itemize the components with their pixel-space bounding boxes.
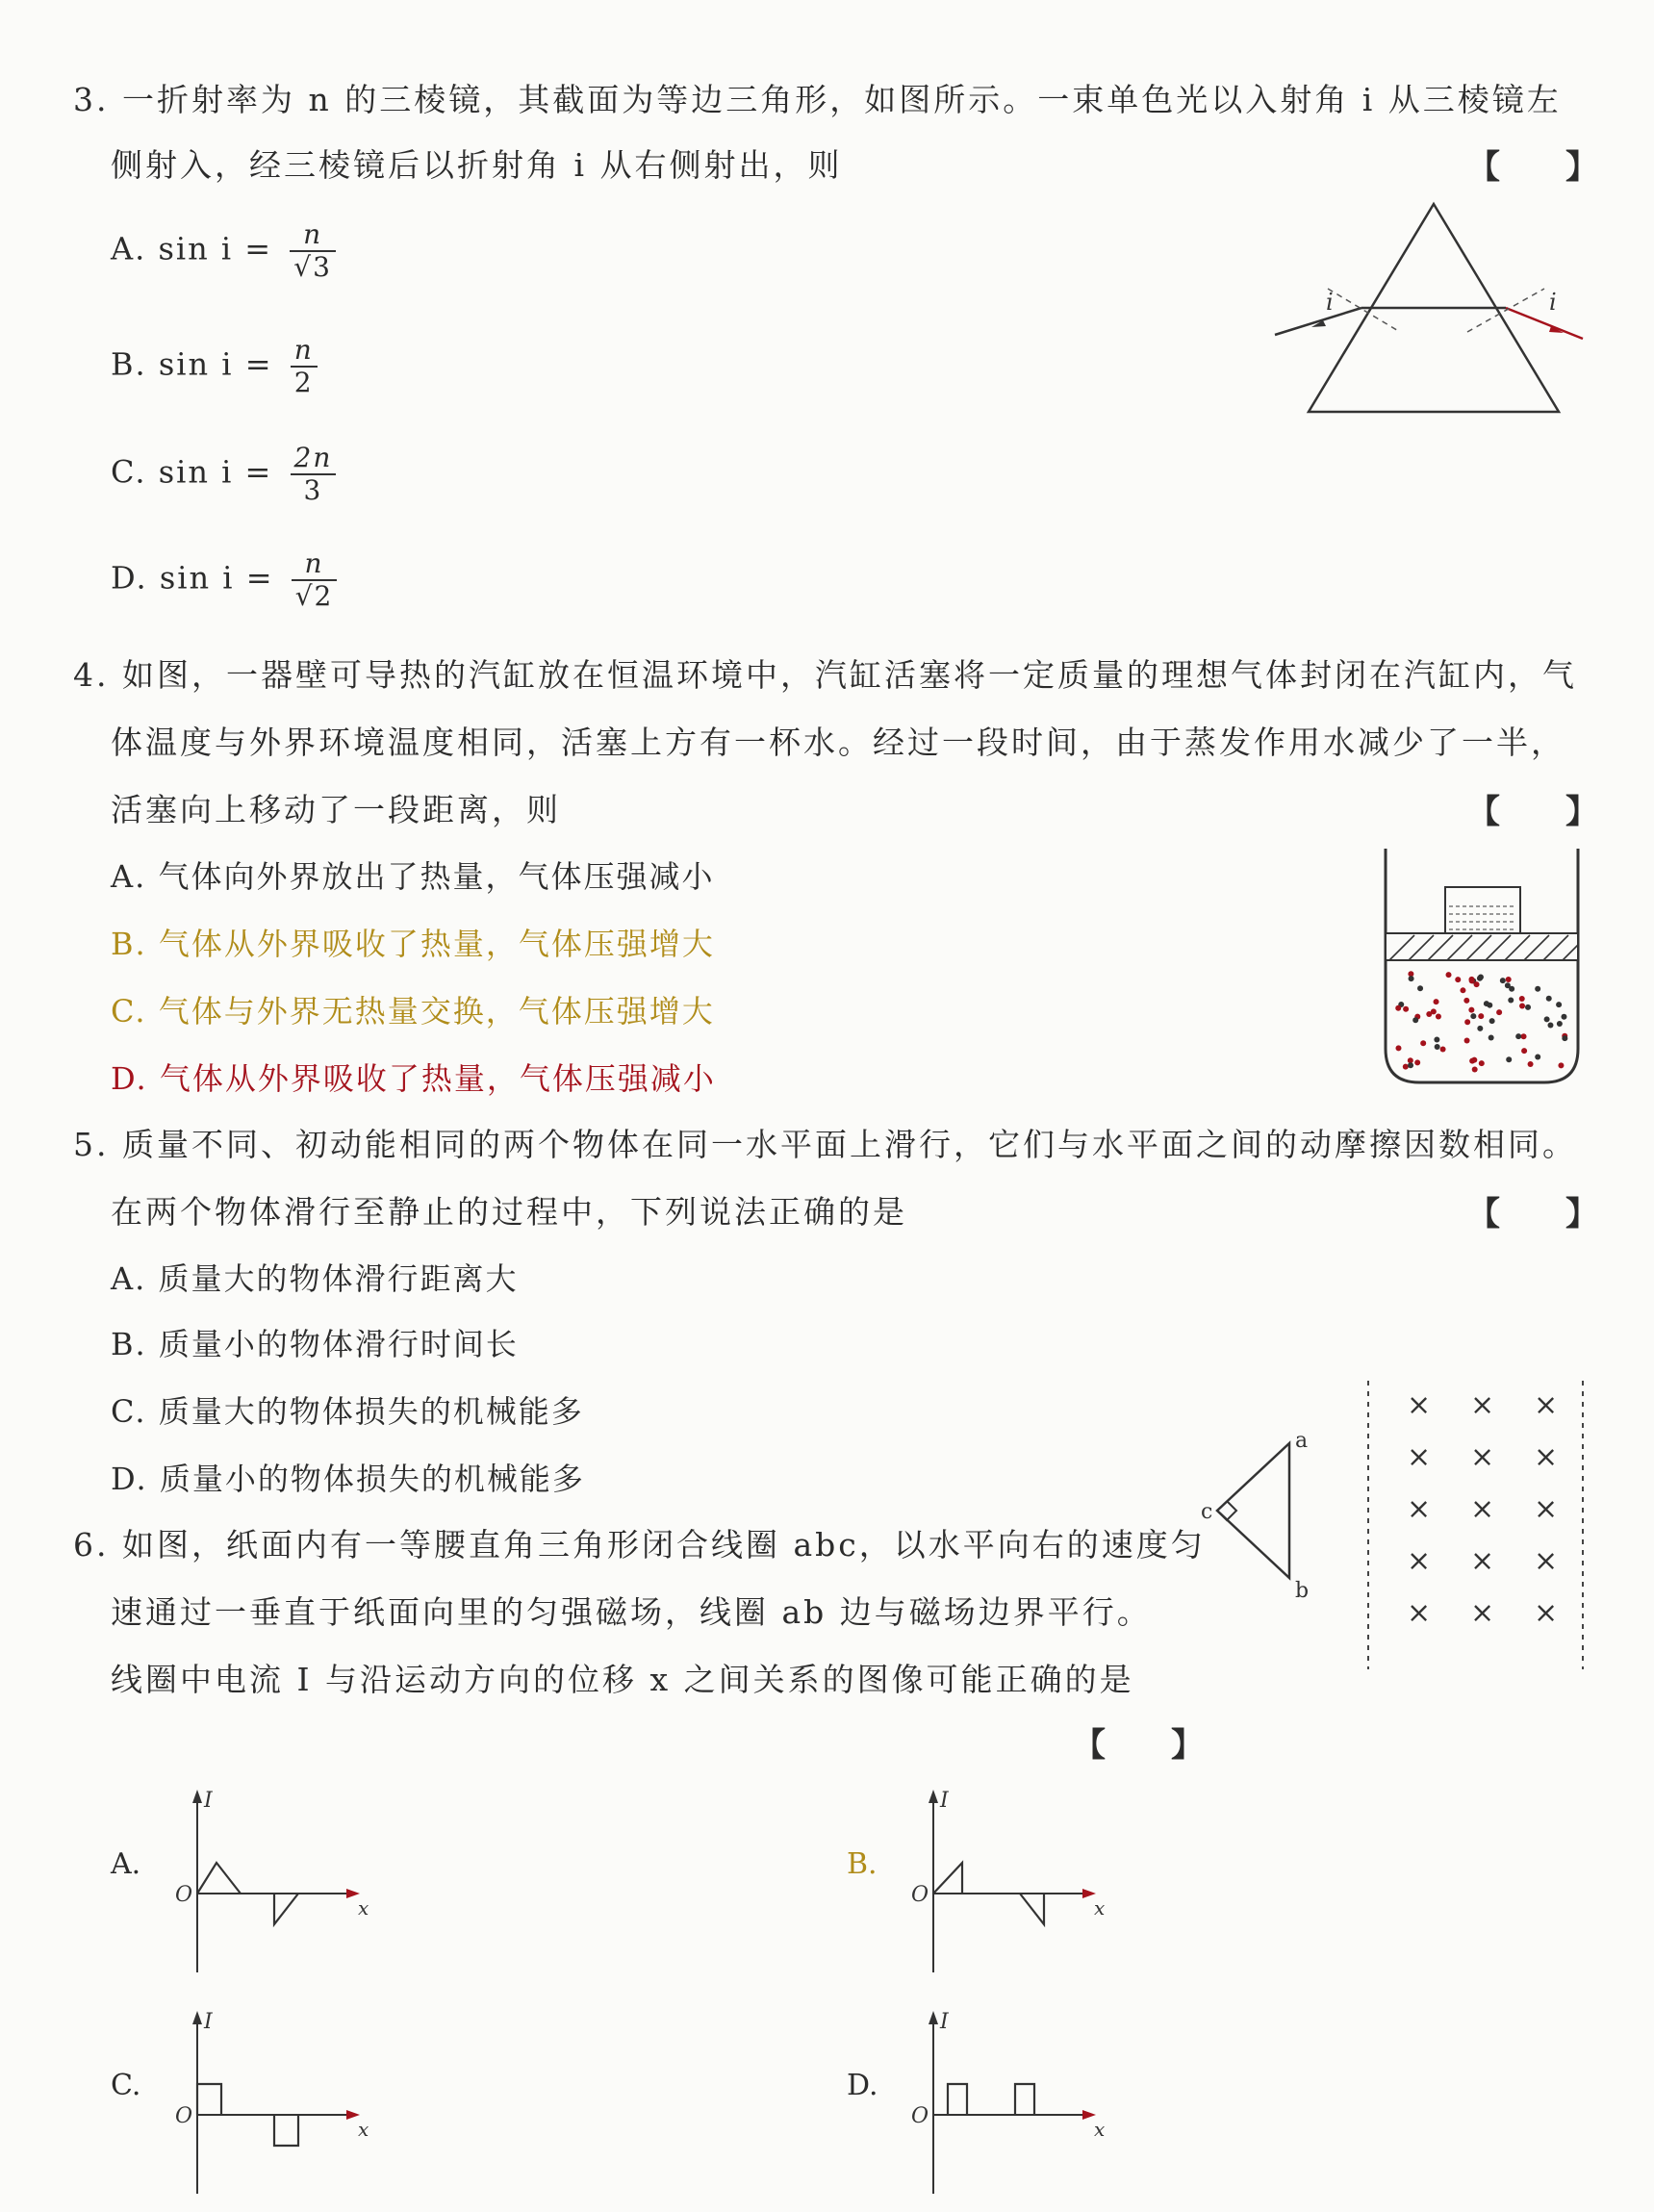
graph-option-label: A. <box>111 1847 141 1881</box>
gas-molecule <box>1519 1003 1525 1008</box>
gas-molecule <box>1557 1021 1563 1027</box>
q3-option-d-numerator: n <box>292 548 338 581</box>
gas-molecule <box>1440 1046 1446 1052</box>
q5-option-c[interactable]: C. 质量大的物体损失的机械能多 <box>111 1393 584 1430</box>
origin-label: O <box>911 1883 929 1907</box>
gas-molecule <box>1556 1002 1562 1007</box>
field-marks <box>1407 1388 1558 1630</box>
origin-label: O <box>175 2104 193 2128</box>
q6-line-3: 线圈中电流 I 与沿运动方向的位移 x 之间关系的图像可能正确的是 <box>111 1661 1134 1698</box>
field-cross: × <box>1470 1388 1495 1422</box>
gas-molecule <box>1535 986 1540 992</box>
prism-angle-label-right: i <box>1549 289 1557 316</box>
prism-figure <box>1270 192 1588 423</box>
y-axis-label: I <box>204 1789 213 1813</box>
gas-molecule <box>1508 997 1514 1003</box>
field-cross: × <box>1470 1492 1495 1526</box>
q4-option-a[interactable]: A. 气体向外界放出了热量，气体压强减小 <box>111 858 715 895</box>
field-cross: × <box>1534 1544 1559 1578</box>
field-cross: × <box>1407 1440 1432 1474</box>
y-axis-arrow <box>929 1790 938 1803</box>
gas-molecule <box>1414 1059 1420 1065</box>
q3-option-a-denominator: √3 <box>293 251 332 284</box>
gas-molecule <box>1535 1055 1540 1060</box>
q6-answer-bracket[interactable]: 【 】 <box>1073 1726 1204 1765</box>
gas-molecule <box>1434 999 1439 1004</box>
q5-line-2: 在两个物体滑行至静止的过程中，下列说法正确的是 <box>111 1193 907 1231</box>
gas-molecule <box>1403 1064 1409 1070</box>
q4-option-c[interactable]: C. 气体与外界无热量交换，气体压强增大 <box>111 993 715 1030</box>
cylinder-wall <box>1386 849 1578 1082</box>
y-axis-arrow <box>929 2011 938 2024</box>
q3-option-b-denominator: 2 <box>293 367 314 399</box>
gas-molecule <box>1412 1017 1418 1023</box>
gas-molecule <box>1446 972 1452 978</box>
q5-answer-bracket[interactable]: 【 】 <box>1467 1195 1598 1233</box>
q4-option-d[interactable]: D. 气体从外界吸收了热量，气体压强减小 <box>111 1060 716 1097</box>
coil-figure <box>1193 1434 1318 1607</box>
q3-option-a-prefix: A. sin i = <box>111 230 273 267</box>
x-axis-label: x <box>358 1896 369 1920</box>
water-lines <box>1449 906 1516 929</box>
gas-molecule <box>1408 1062 1413 1068</box>
q3-option-a[interactable] <box>111 219 336 283</box>
gas-molecule <box>1521 1033 1527 1039</box>
coil-vertex-b: b <box>1295 1579 1310 1603</box>
q3-line-1: 3. 一折射率为 n 的三棱镜，其截面为等边三角形，如图所示。一束单色光以入射角 i 从三棱镜左 <box>73 81 1562 118</box>
q4-option-b[interactable]: B. 气体从外界吸收了热量，气体压强增大 <box>111 926 715 962</box>
gas-molecule <box>1434 1037 1439 1043</box>
gas-molecule <box>1546 996 1552 1002</box>
field-cross: × <box>1407 1388 1432 1422</box>
gas-molecule <box>1478 1013 1484 1019</box>
gas-molecule <box>1431 1008 1437 1014</box>
gas-molecule <box>1506 1056 1512 1062</box>
graph-plot <box>890 2001 1140 2203</box>
origin-label: O <box>175 1883 193 1907</box>
y-axis-label: I <box>940 2010 949 2034</box>
q5-option-d[interactable]: D. 质量小的物体损失的机械能多 <box>111 1461 585 1497</box>
gas-molecule <box>1464 1019 1470 1025</box>
gas-molecule <box>1420 1040 1426 1046</box>
x-axis-label: x <box>358 2118 369 2141</box>
field-cross: × <box>1407 1492 1432 1526</box>
q4-line-1: 4. 如图，一器壁可导热的汽缸放在恒温环境中，汽缸活塞将一定质量的理想气体封闭在汽缸内，气 <box>73 656 1577 694</box>
gas-molecule <box>1484 1001 1489 1006</box>
graph-option-b[interactable] <box>847 1780 1135 1982</box>
coil-triangle <box>1217 1443 1289 1578</box>
q3-line-2: 侧射入，经三棱镜后以折射角 i 从右侧射出，则 <box>111 146 843 184</box>
q3-option-d-prefix: D. sin i = <box>111 559 274 597</box>
graph-plot <box>154 2001 404 2203</box>
q4-answer-bracket[interactable]: 【 】 <box>1467 793 1598 831</box>
q3-option-c[interactable] <box>111 443 336 506</box>
q3-option-b-prefix: B. sin i = <box>111 345 273 383</box>
field-cross: × <box>1407 1596 1432 1630</box>
gas-molecule <box>1506 977 1512 982</box>
gas-molecule <box>1562 1035 1567 1041</box>
gas-molecule <box>1463 998 1469 1004</box>
field-cross: × <box>1534 1440 1559 1474</box>
gas-molecule <box>1500 978 1506 983</box>
gas-molecule <box>1477 1026 1483 1031</box>
y-axis-arrow <box>192 1790 202 1803</box>
piston <box>1386 933 1578 960</box>
gas-molecule <box>1547 1022 1553 1028</box>
coil-vertex-a: a <box>1295 1434 1309 1453</box>
gas-molecule <box>1470 1013 1476 1019</box>
cylinder-figure <box>1376 847 1588 1087</box>
q3-option-c-prefix: C. sin i = <box>111 453 273 491</box>
x-axis-label: x <box>1094 1896 1106 1920</box>
exit-ray <box>1506 308 1583 339</box>
graph-option-c[interactable] <box>111 2001 399 2203</box>
graph-option-d[interactable] <box>847 2001 1135 2203</box>
gas-molecule <box>1477 976 1483 981</box>
gas-molecule <box>1561 1014 1566 1020</box>
gas-molecule <box>1409 976 1414 981</box>
gas-molecule <box>1395 1005 1401 1011</box>
gas-molecule <box>1515 1033 1521 1039</box>
graph-option-label: D. <box>847 2069 878 2102</box>
gas-molecule <box>1521 1048 1527 1054</box>
field-cross: × <box>1534 1492 1559 1526</box>
graph-option-a[interactable] <box>111 1780 399 1982</box>
q5-option-b[interactable]: B. 质量小的物体滑行时间长 <box>111 1326 519 1362</box>
coil-vertex-c: c <box>1201 1500 1213 1524</box>
q3-answer-bracket[interactable]: 【 】 <box>1467 148 1598 187</box>
gas-molecule <box>1479 1060 1485 1066</box>
gas-molecule <box>1460 987 1465 993</box>
graph-plot <box>890 1780 1140 1982</box>
gas-molecule <box>1469 1058 1475 1064</box>
gas-molecule <box>1468 1007 1474 1013</box>
gas-molecule <box>1489 1034 1494 1040</box>
q6-line-1: 6. 如图，纸面内有一等腰直角三角形闭合线圈 abc，以水平向右的速度匀 <box>73 1526 1206 1564</box>
gas-molecule <box>1519 996 1525 1002</box>
gas-molecule <box>1528 1061 1534 1067</box>
q6-line-2: 速通过一垂直于纸面向里的匀强磁场，线圈 ab 边与磁场边界平行。 <box>111 1593 1152 1631</box>
q3-option-b-numerator: n <box>291 335 318 368</box>
q5-line-1: 5. 质量不同、初动能相同的两个物体在同一水平面上滑行，它们与水平面之间的动摩擦因数相同。 <box>73 1126 1577 1163</box>
current-curve <box>948 2084 1034 2115</box>
water-cup <box>1445 887 1520 933</box>
gas-molecule <box>1403 1006 1409 1012</box>
q3-option-d[interactable] <box>111 548 337 612</box>
q4-line-2: 体温度与外界环境温度相同，活塞上方有一杯水。经过一段时间，由于蒸发作用水减少了一半， <box>111 724 1565 761</box>
gas-molecules <box>1395 971 1567 1072</box>
gas-molecule <box>1525 1004 1531 1010</box>
q3-option-c-denominator: 3 <box>303 474 323 507</box>
gas-molecule <box>1455 977 1461 982</box>
field-cross: × <box>1470 1596 1495 1630</box>
gas-molecule <box>1472 1067 1478 1073</box>
graph-option-label: C. <box>111 2069 141 2102</box>
y-axis-label: I <box>940 1789 949 1813</box>
field-cross: × <box>1534 1596 1559 1630</box>
gas-molecule <box>1474 981 1480 987</box>
q3-option-d-denominator: √2 <box>294 580 334 613</box>
gas-molecule <box>1436 1014 1441 1020</box>
field-cross: × <box>1407 1544 1432 1578</box>
left-normal <box>1328 289 1400 332</box>
right-angle-mark <box>1217 1501 1236 1520</box>
gas-molecule <box>1435 1044 1440 1050</box>
field-cross: × <box>1470 1440 1495 1474</box>
gas-molecule <box>1464 1037 1470 1043</box>
prism-angle-label-left: i <box>1326 289 1334 316</box>
gas-molecule <box>1544 1016 1550 1022</box>
graph-plot <box>154 1780 404 1982</box>
gas-molecule <box>1496 1009 1502 1015</box>
gas-molecule <box>1558 1062 1564 1068</box>
graph-option-label: B. <box>847 1847 878 1881</box>
gas-molecule <box>1509 986 1514 992</box>
y-axis-arrow <box>192 2011 202 2024</box>
gas-molecule <box>1417 985 1423 991</box>
incident-ray <box>1275 308 1361 335</box>
gas-molecule <box>1395 1045 1401 1051</box>
q3-option-c-numerator: 2n <box>291 443 337 475</box>
field-cross: × <box>1470 1544 1495 1578</box>
gas-molecule <box>1468 977 1474 982</box>
magnetic-field-region <box>1357 1376 1597 1674</box>
x-axis-label: x <box>1094 2118 1106 2141</box>
q5-option-a[interactable]: A. 质量大的物体滑行距离大 <box>111 1260 519 1297</box>
q4-line-3: 活塞向上移动了一段距离，则 <box>111 791 561 828</box>
field-cross: × <box>1534 1388 1559 1422</box>
q3-option-a-numerator: n <box>290 219 336 252</box>
gas-molecule <box>1489 1018 1495 1024</box>
q3-option-b[interactable] <box>111 335 318 398</box>
y-axis-label: I <box>204 2010 213 2034</box>
origin-label: O <box>911 2104 929 2128</box>
